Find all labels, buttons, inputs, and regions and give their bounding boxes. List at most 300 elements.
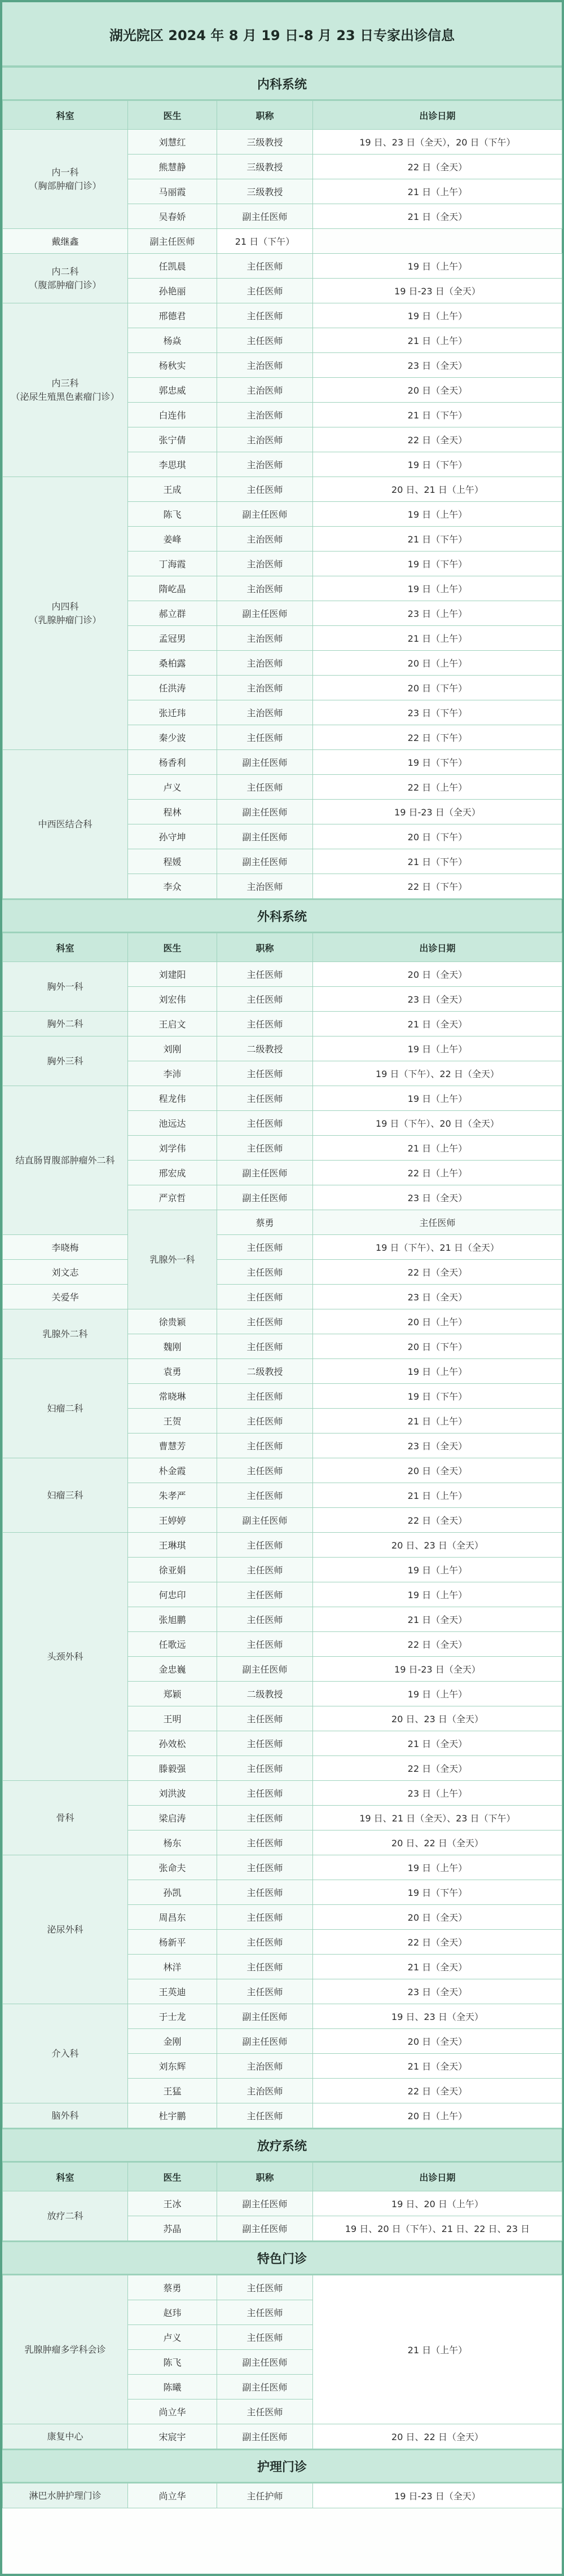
rank-cell: 主任医师 <box>217 1235 313 1260</box>
rank-cell: 主任医师 <box>217 1607 313 1632</box>
dates-cell: 19 日、23 日（全天） <box>313 2004 562 2029</box>
rank-cell: 主任护师 <box>217 2484 313 2508</box>
doctor-cell: 王明 <box>128 1706 217 1731</box>
department-cell: 乳腺外二科 <box>3 1309 128 1359</box>
rank-cell: 主治医师 <box>217 874 313 899</box>
table-row <box>3 2103 562 2128</box>
table-row <box>3 1359 562 1384</box>
dates-cell: 19 日（上午） <box>313 1558 562 1582</box>
table-row <box>3 1309 562 1334</box>
rank-cell: 主任医师 <box>217 1731 313 1756</box>
rank-cell: 主任医师 <box>217 1582 313 1607</box>
dates-cell: 21 日（下午） <box>313 527 562 552</box>
rank-cell: 三级教授 <box>217 130 313 155</box>
dates-cell: 19 日（下午）、20 日（全天） <box>313 1111 562 1136</box>
rank-cell: 主任医师 <box>217 2275 313 2300</box>
doctor-cell: 杨东 <box>128 1830 217 1855</box>
dates-cell: 19 日（上午） <box>313 1086 562 1111</box>
doctor-cell: 魏刚 <box>128 1334 217 1359</box>
department-cell: 内三科 （泌尿生殖黑色素瘤门诊） <box>3 303 128 477</box>
rank-cell: 主任医师 <box>217 1781 313 1806</box>
doctor-cell: 曹慧芳 <box>128 1433 217 1458</box>
rank-cell: 副主任医师 <box>217 2191 313 2216</box>
doctor-cell: 刘文志 <box>3 1260 128 1285</box>
rank-cell: 主治医师 <box>217 626 313 651</box>
rank-cell: 主任医师 <box>217 1483 313 1508</box>
rank-cell: 主任医师 <box>217 1111 313 1136</box>
dates-cell: 19 日、20 日（上午） <box>313 2191 562 2216</box>
table-row <box>3 2424 562 2449</box>
doctor-cell: 孙艳丽 <box>128 279 217 303</box>
table-header-row <box>3 2163 562 2191</box>
schedule-table <box>2 2275 562 2449</box>
dates-cell: 20 日（全天） <box>313 2029 562 2054</box>
dates-cell: 19 日（下午）、21 日（全天） <box>313 1235 562 1260</box>
table-row <box>3 962 562 987</box>
column-header-dates: 出诊日期 <box>313 2163 562 2191</box>
page-title: 湖光院区 2024 年 8 月 19 日-8 月 23 日专家出诊信息 <box>2 2 562 67</box>
rank-cell: 副主任医师 <box>217 2350 313 2375</box>
dates-cell: 21 日（全天） <box>313 1731 562 1756</box>
doctor-cell: 周昌东 <box>128 1905 217 1930</box>
department-cell: 乳腺外一科 <box>128 1210 217 1309</box>
doctor-cell: 苏晶 <box>128 2216 217 2241</box>
doctor-cell: 姜峰 <box>128 527 217 552</box>
dates-cell: 20 日（全天） <box>313 378 562 403</box>
doctor-cell: 蔡勇 <box>217 1210 313 1235</box>
section-title: 放疗系统 <box>2 2128 562 2162</box>
rank-cell: 副主任医师 <box>128 229 217 254</box>
rank-cell: 主任医师 <box>217 1012 313 1036</box>
department-cell: 胸外三科 <box>3 1036 128 1086</box>
rank-cell: 主治医师 <box>217 353 313 378</box>
dates-cell: 22 日（下午） <box>313 725 562 750</box>
rank-cell: 主任医师 <box>217 477 313 502</box>
doctor-cell: 熊慧静 <box>128 155 217 179</box>
rank-cell: 副主任医师 <box>217 1508 313 1533</box>
doctor-cell: 宋宸宇 <box>128 2424 217 2449</box>
rank-cell: 副主任医师 <box>217 800 313 824</box>
rank-cell: 主治医师 <box>217 651 313 676</box>
rank-cell: 主任医师 <box>217 725 313 750</box>
rank-cell: 副主任医师 <box>217 1185 313 1210</box>
dates-cell: 19 日（上午） <box>313 254 562 279</box>
dates-cell: 22 日（全天） <box>313 1508 562 1533</box>
rank-cell: 主任医师 <box>217 1533 313 1558</box>
rank-cell: 二级教授 <box>217 1682 313 1706</box>
dates-cell: 21 日（全天） <box>313 204 562 229</box>
table-row <box>3 1012 562 1036</box>
doctor-cell: 王英迪 <box>128 1979 217 2004</box>
rank-cell: 主任医师 <box>217 279 313 303</box>
department-cell: 介入科 <box>3 2004 128 2103</box>
rank-cell: 副主任医师 <box>217 2375 313 2399</box>
rank-cell: 主任医师 <box>217 1830 313 1855</box>
column-header-dates: 出诊日期 <box>313 933 562 962</box>
dates-cell: 20 日（全天） <box>313 1905 562 1930</box>
dates-cell: 19 日（上午） <box>313 303 562 328</box>
dates-cell: 21 日（上午） <box>313 1409 562 1433</box>
rank-cell: 副主任医师 <box>217 502 313 527</box>
dates-cell: 23 日（全天） <box>313 1433 562 1458</box>
rank-cell: 主任医师 <box>217 1458 313 1483</box>
department-cell: 淋巴水肿护理门诊 <box>3 2484 128 2508</box>
table-row <box>3 303 562 328</box>
rank-cell: 主任医师 <box>217 1756 313 1781</box>
department-cell: 骨科 <box>3 1781 128 1855</box>
doctor-cell: 秦少波 <box>128 725 217 750</box>
rank-cell: 主任医师 <box>217 254 313 279</box>
doctor-cell: 张宁倩 <box>128 427 217 452</box>
dates-cell: 23 日（全天） <box>313 1185 562 1210</box>
column-header-rank: 职称 <box>217 933 313 962</box>
table-row <box>3 2484 562 2508</box>
rank-cell: 主任医师 <box>217 2300 313 2325</box>
rank-cell: 主治医师 <box>217 700 313 725</box>
doctor-cell: 邢宏成 <box>128 1161 217 1185</box>
rank-cell: 三级教授 <box>217 155 313 179</box>
rank-cell: 主任医师 <box>217 1136 313 1161</box>
rank-cell: 主任医师 <box>217 2103 313 2128</box>
doctor-cell: 任凯晨 <box>128 254 217 279</box>
rank-cell: 主任医师 <box>217 1061 313 1086</box>
rank-cell: 主任医师 <box>217 328 313 353</box>
doctor-cell: 赵玮 <box>128 2300 217 2325</box>
sections-container <box>2 67 562 2508</box>
dates-cell: 20 日、22 日（全天） <box>313 1830 562 1855</box>
doctor-cell: 邢德君 <box>128 303 217 328</box>
dates-cell: 20 日（下午） <box>313 676 562 700</box>
department-cell: 妇瘤三科 <box>3 1458 128 1533</box>
schedule-table <box>2 2483 562 2508</box>
column-header-rank: 职称 <box>217 101 313 130</box>
doctor-cell: 徐亚娟 <box>128 1558 217 1582</box>
rank-cell: 副主任医师 <box>217 1161 313 1185</box>
dates-cell: 20 日（下午） <box>313 1334 562 1359</box>
doctor-cell: 卢义 <box>128 775 217 800</box>
rank-cell: 主治医师 <box>217 576 313 601</box>
department-cell: 头颈外科 <box>3 1533 128 1781</box>
doctor-cell: 程媛 <box>128 849 217 874</box>
doctor-cell: 张命夫 <box>128 1855 217 1880</box>
rank-cell: 主任医师 <box>217 1979 313 2004</box>
doctor-cell: 王琳琪 <box>128 1533 217 1558</box>
dates-cell: 19 日（下午） <box>313 552 562 576</box>
rank-cell: 主任医师 <box>217 1706 313 1731</box>
doctor-cell: 杨秋实 <box>128 353 217 378</box>
table-row <box>3 1285 562 1309</box>
rank-cell: 主任医师 <box>217 962 313 987</box>
dates-cell: 21 日（上午） <box>313 328 562 353</box>
dates-cell: 19 日（下午） <box>313 750 562 775</box>
rank-cell: 副主任医师 <box>217 601 313 626</box>
rank-cell: 主任医师 <box>217 1409 313 1433</box>
rank-cell: 主任医师 <box>217 2325 313 2350</box>
doctor-cell: 杨焱 <box>128 328 217 353</box>
doctor-cell: 蔡勇 <box>128 2275 217 2300</box>
doctor-cell: 何忠印 <box>128 1582 217 1607</box>
doctor-cell: 程林 <box>128 800 217 824</box>
table-row <box>3 1533 562 1558</box>
column-header-doctor: 医生 <box>128 933 217 962</box>
doctor-cell: 隋屹晶 <box>128 576 217 601</box>
schedule-table <box>2 100 562 899</box>
department-cell: 乳腺肿瘤多学科会诊 <box>3 2275 128 2424</box>
rank-cell: 主任医师 <box>217 2399 313 2424</box>
dates-cell: 20 日（上午） <box>313 2103 562 2128</box>
doctor-cell: 王冰 <box>128 2191 217 2216</box>
rank-cell: 副主任医师 <box>217 849 313 874</box>
dates-cell: 20 日、22 日（全天） <box>313 2424 562 2449</box>
dates-cell: 20 日、23 日（全天） <box>313 1533 562 1558</box>
doctor-cell: 刘学伟 <box>128 1136 217 1161</box>
rank-cell: 主任医师 <box>217 1632 313 1657</box>
doctor-cell: 桑柏露 <box>128 651 217 676</box>
doctor-cell: 金刚 <box>128 2029 217 2054</box>
table-row <box>3 254 562 279</box>
doctor-cell: 王婷婷 <box>128 1508 217 1533</box>
dates-cell: 21 日（上午） <box>313 1136 562 1161</box>
doctor-cell: 郭忠威 <box>128 378 217 403</box>
doctor-cell: 郑颖 <box>128 1682 217 1706</box>
rank-cell: 主任医师 <box>217 775 313 800</box>
dates-cell: 19 日（上午） <box>313 1036 562 1061</box>
table-row <box>3 1036 562 1061</box>
doctor-cell: 于士龙 <box>128 2004 217 2029</box>
doctor-cell: 徐贵颖 <box>128 1309 217 1334</box>
rank-cell: 主任医师 <box>217 1930 313 1955</box>
dates-cell: 19 日（上午） <box>313 1359 562 1384</box>
doctor-cell: 关爱华 <box>3 1285 128 1309</box>
doctor-cell: 杨新平 <box>128 1930 217 1955</box>
dates-cell: 23 日（上午） <box>313 1781 562 1806</box>
table-header-row <box>3 101 562 130</box>
doctor-cell: 程龙伟 <box>128 1086 217 1111</box>
dates-cell: 22 日（全天） <box>313 1632 562 1657</box>
column-header-rank: 职称 <box>217 2163 313 2191</box>
doctor-cell: 金忠巍 <box>128 1657 217 1682</box>
doctor-cell: 王猛 <box>128 2079 217 2103</box>
rank-cell: 主任医师 <box>217 303 313 328</box>
dates-cell: 19 日（上午） <box>313 576 562 601</box>
rank-cell: 副主任医师 <box>217 2216 313 2241</box>
column-header-doctor: 医生 <box>128 101 217 130</box>
rank-cell: 三级教授 <box>217 179 313 204</box>
dates-cell: 21 日（上午） <box>313 179 562 204</box>
doctor-cell: 李沛 <box>128 1061 217 1086</box>
rank-cell: 主任医师 <box>217 1433 313 1458</box>
doctor-cell: 常晓琳 <box>128 1384 217 1409</box>
doctor-cell: 张迁玮 <box>128 700 217 725</box>
dates-cell: 19 日、23 日（全天），20 日（下午） <box>313 130 562 155</box>
dates-cell: 22 日（全天） <box>313 1930 562 1955</box>
rank-cell: 主治医师 <box>217 427 313 452</box>
rank-cell: 副主任医师 <box>217 1657 313 1682</box>
dates-cell: 20 日、23 日（全天） <box>313 1706 562 1731</box>
table-row <box>3 1458 562 1483</box>
doctor-cell: 袁勇 <box>128 1359 217 1384</box>
doctor-cell: 白连伟 <box>128 403 217 427</box>
rank-cell: 主任医师 <box>217 1905 313 1930</box>
doctor-cell: 李众 <box>128 874 217 899</box>
table-row <box>3 2191 562 2216</box>
table-row <box>3 750 562 775</box>
column-header-dept: 科室 <box>3 933 128 962</box>
rank-cell: 主任医师 <box>217 1558 313 1582</box>
rank-cell: 主任医师 <box>217 1855 313 1880</box>
dates-cell: 21 日（全天） <box>313 2054 562 2079</box>
doctor-cell: 刘洪波 <box>128 1781 217 1806</box>
dates-cell: 19 日（上午） <box>313 1582 562 1607</box>
doctor-cell: 卢义 <box>128 2325 217 2350</box>
doctor-cell: 李思琪 <box>128 452 217 477</box>
department-cell: 放疗二科 <box>3 2191 128 2241</box>
dates-cell: 21 日（上午） <box>313 2275 562 2424</box>
rank-cell: 主任医师 <box>217 1955 313 1979</box>
doctor-cell: 刘宏伟 <box>128 987 217 1012</box>
dates-cell: 19 日（下午） <box>313 452 562 477</box>
doctor-cell: 梁启涛 <box>128 1806 217 1830</box>
department-cell: 内四科 （乳腺肿瘤门诊） <box>3 477 128 750</box>
doctor-cell: 王启文 <box>128 1012 217 1036</box>
dates-cell: 22 日（全天） <box>313 427 562 452</box>
rank-cell: 副主任医师 <box>217 2029 313 2054</box>
dates-cell: 20 日（全天） <box>313 962 562 987</box>
doctor-cell: 任洪涛 <box>128 676 217 700</box>
doctor-cell: 尚立华 <box>128 2399 217 2424</box>
doctor-cell: 王成 <box>128 477 217 502</box>
rank-cell: 主治医师 <box>217 2079 313 2103</box>
dates-cell: 23 日（上午） <box>313 601 562 626</box>
dates-cell: 22 日（上午） <box>313 1161 562 1185</box>
rank-cell: 副主任医师 <box>217 2424 313 2449</box>
rank-cell: 主任医师 <box>313 1210 562 1235</box>
rank-cell: 主治医师 <box>217 452 313 477</box>
doctor-cell: 刘建阳 <box>128 962 217 987</box>
doctor-cell: 刘慧红 <box>128 130 217 155</box>
dates-cell: 21 日（全天） <box>313 1955 562 1979</box>
column-header-dept: 科室 <box>3 101 128 130</box>
doctor-cell: 任歌远 <box>128 1632 217 1657</box>
doctor-cell: 郝立群 <box>128 601 217 626</box>
rank-cell: 二级教授 <box>217 1036 313 1061</box>
dates-cell: 19 日-23 日（全天） <box>313 1657 562 1682</box>
doctor-cell: 丁海霞 <box>128 552 217 576</box>
schedule-table <box>2 2162 562 2241</box>
dates-cell: 19 日（下午） <box>313 1384 562 1409</box>
dates-cell: 20 日（全天） <box>313 1458 562 1483</box>
section-title: 特色门诊 <box>2 2241 562 2275</box>
dates-cell: 19 日（上午） <box>313 1682 562 1706</box>
doctor-cell: 刘刚 <box>128 1036 217 1061</box>
dates-cell: 19 日（下午） <box>313 1880 562 1905</box>
doctor-cell: 李晓梅 <box>3 1235 128 1260</box>
doctor-cell: 朱孝严 <box>128 1483 217 1508</box>
doctor-cell: 王贺 <box>128 1409 217 1433</box>
dates-cell: 22 日（全天） <box>313 2079 562 2103</box>
column-header-doctor: 医生 <box>128 2163 217 2191</box>
dates-cell: 21 日（全天） <box>313 1607 562 1632</box>
doctor-cell: 刘东辉 <box>128 2054 217 2079</box>
dates-cell: 20 日、21 日（上午） <box>313 477 562 502</box>
dates-cell: 23 日（全天） <box>313 1979 562 2004</box>
table-row <box>3 130 562 155</box>
table-row <box>3 1086 562 1111</box>
department-cell: 胸外一科 <box>3 962 128 1012</box>
rank-cell: 主任医师 <box>217 1086 313 1111</box>
dates-cell: 22 日（上午） <box>313 775 562 800</box>
doctor-cell: 孟冠男 <box>128 626 217 651</box>
doctor-cell: 孙效松 <box>128 1731 217 1756</box>
rank-cell: 二级教授 <box>217 1359 313 1384</box>
doctor-cell: 陈曦 <box>128 2375 217 2399</box>
rank-cell: 主任医师 <box>217 1334 313 1359</box>
doctor-cell: 马丽霞 <box>128 179 217 204</box>
rank-cell: 副主任医师 <box>217 824 313 849</box>
rank-cell: 主治医师 <box>217 403 313 427</box>
table-row <box>3 477 562 502</box>
department-cell: 康复中心 <box>3 2424 128 2449</box>
department-cell: 泌尿外科 <box>3 1855 128 2004</box>
rank-cell: 主治医师 <box>217 378 313 403</box>
table-header-row <box>3 933 562 962</box>
rank-cell: 主任医师 <box>217 1285 313 1309</box>
dates-cell: 21 日（下午） <box>217 229 313 254</box>
doctor-cell: 林洋 <box>128 1955 217 1979</box>
schedule-table <box>2 933 562 2128</box>
section-title: 内科系统 <box>2 67 562 100</box>
column-header-dept: 科室 <box>3 2163 128 2191</box>
doctor-cell: 孙守坤 <box>128 824 217 849</box>
table-row <box>3 1260 562 1285</box>
dates-cell: 19 日-23 日（全天） <box>313 2484 562 2508</box>
table-row <box>3 2004 562 2029</box>
rank-cell: 主任医师 <box>217 1806 313 1830</box>
rank-cell: 主任医师 <box>217 987 313 1012</box>
dates-cell: 20 日（上午） <box>313 651 562 676</box>
department-cell: 中西医结合科 <box>3 750 128 899</box>
dates-cell: 23 日（全天） <box>313 353 562 378</box>
dates-cell: 23 日（下午） <box>313 700 562 725</box>
dates-cell: 20 日（下午） <box>313 824 562 849</box>
dates-cell: 19 日、20 日（下午）、21 日、22 日、23 日 <box>313 2216 562 2241</box>
table-row <box>3 1855 562 1880</box>
rank-cell: 副主任医师 <box>217 204 313 229</box>
dates-cell: 23 日（全天） <box>313 987 562 1012</box>
doctor-cell: 朴金霞 <box>128 1458 217 1483</box>
dates-cell: 21 日（下午） <box>313 403 562 427</box>
doctor-cell: 严京哲 <box>128 1185 217 1210</box>
table-row <box>3 1781 562 1806</box>
doctor-cell: 池远达 <box>128 1111 217 1136</box>
rank-cell: 主任医师 <box>217 1260 313 1285</box>
dates-cell: 19 日（上午） <box>313 1855 562 1880</box>
dates-cell: 19 日-23 日（全天） <box>313 800 562 824</box>
department-cell: 脑外科 <box>3 2103 128 2128</box>
department-cell: 结直肠胃腹部肿瘤外二科 <box>3 1086 128 1235</box>
doctor-cell: 张旭鹏 <box>128 1607 217 1632</box>
dates-cell: 22 日（全天） <box>313 155 562 179</box>
department-cell: 胸外二科 <box>3 1012 128 1036</box>
section-title: 护理门诊 <box>2 2449 562 2483</box>
section-title: 外科系统 <box>2 899 562 933</box>
doctor-cell: 吴春娇 <box>128 204 217 229</box>
dates-cell: 21 日（上午） <box>313 1483 562 1508</box>
rank-cell: 副主任医师 <box>217 2004 313 2029</box>
dates-cell: 21 日（下午） <box>313 849 562 874</box>
dates-cell: 19 日（上午） <box>313 502 562 527</box>
doctor-cell: 杨香利 <box>128 750 217 775</box>
